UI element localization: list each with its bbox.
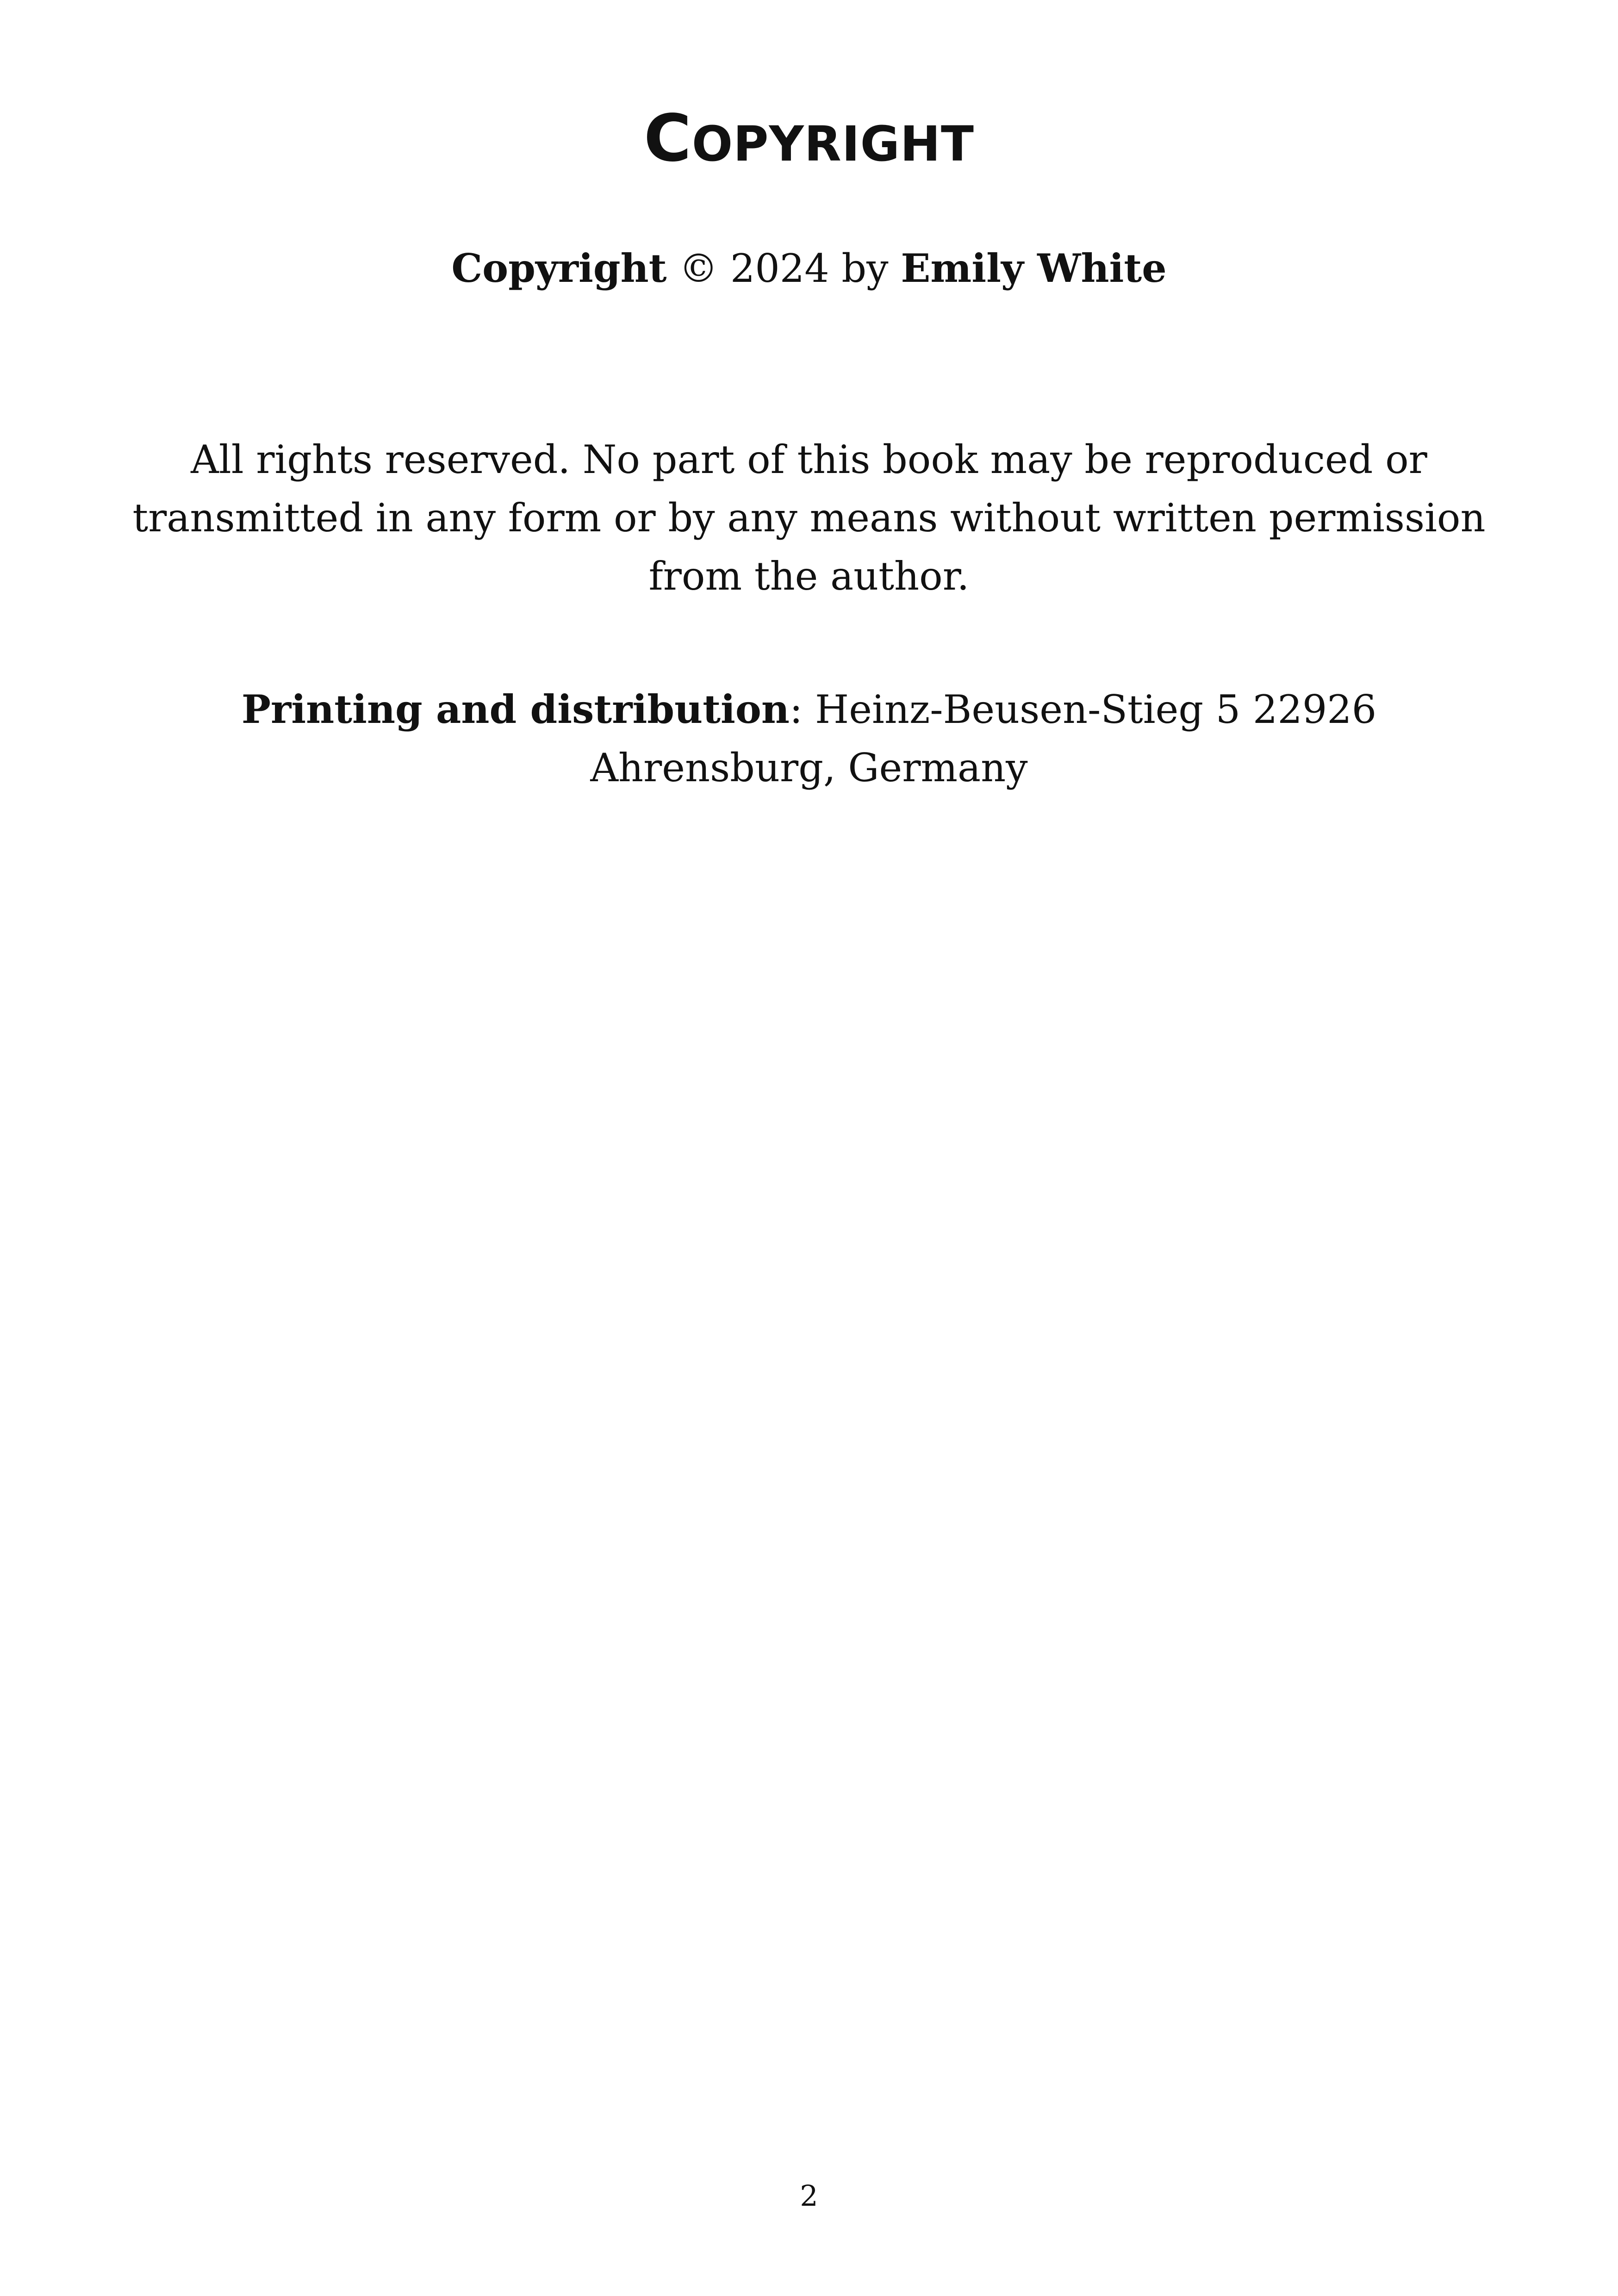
page-title: [0, 95, 1618, 188]
page-number: 2: [800, 2179, 818, 2213]
printing-label: Printing and distribution: [241, 686, 790, 732]
rights-reserved-paragraph: All rights reserved. No part of this book may be reproduced or transmitted in any form or by any means without written permission from the author.: [132, 437, 1486, 599]
author-name: Emily White: [901, 245, 1167, 291]
copyright-statement: [0, 236, 1618, 301]
page-title-initial: C: [644, 101, 692, 176]
printing-separator: :: [790, 687, 815, 732]
page-title-rest: OPYRIGHT: [691, 116, 974, 172]
printing-address: Heinz-Beusen-Stieg 5 22926 Ahrensburg, Germany: [590, 687, 1377, 790]
copyright-year-text: © 2024 by: [666, 246, 901, 291]
printing-distribution-paragraph: [116, 680, 1502, 797]
copyright-label: Copyright: [451, 245, 667, 291]
